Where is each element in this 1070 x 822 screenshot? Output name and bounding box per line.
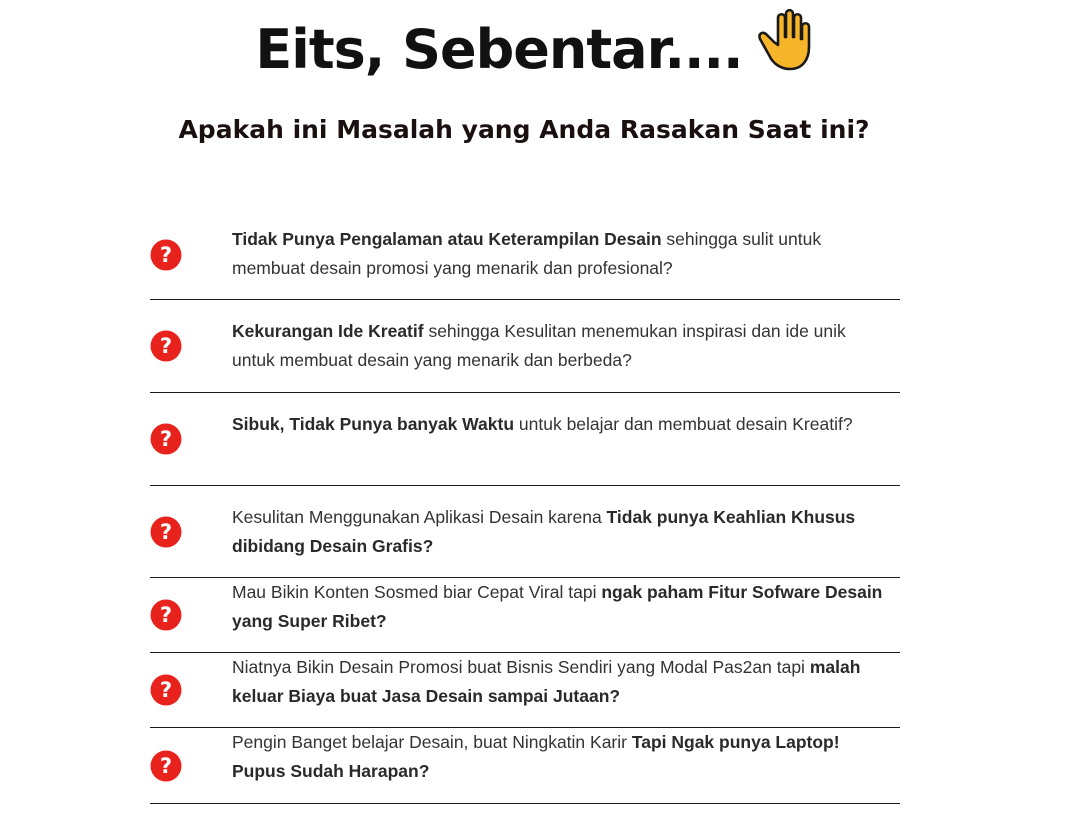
problem-normal: untuk belajar dan membuat desain Kreatif? — [514, 414, 853, 434]
question-icon — [150, 330, 182, 362]
problem-bold: malah keluar Biaya buat Jasa Desain sampai Jutaan? — [232, 657, 861, 706]
list-item — [150, 728, 900, 804]
problem-bold: Kekurangan Ide Kreatif — [232, 321, 424, 341]
problem-text — [232, 578, 890, 636]
problem-bold: Tidak punya Keahlian Khusus dibidang Desain Grafis? — [232, 507, 856, 556]
question-icon — [150, 239, 182, 271]
question-icon — [150, 750, 182, 782]
question-icon — [150, 674, 182, 706]
problem-list — [150, 210, 900, 804]
problem-normal: sehingga sulit untuk membuat desain promosi yang menarik dan profesional? — [232, 229, 822, 278]
list-item — [150, 210, 900, 300]
problem-text — [232, 317, 890, 375]
problem-text — [232, 653, 890, 711]
problem-normal: Niatnya Bikin Desain Promosi buat Bisnis Sendiri yang Modal Pas2an tapi — [232, 657, 810, 677]
list-item — [150, 578, 900, 653]
page-title — [0, 14, 1070, 89]
svg-text:?: ? — [159, 334, 173, 358]
problem-bold: ngak paham Fitur Sofware Desain yang Super Ribet? — [232, 582, 883, 631]
svg-text:?: ? — [159, 678, 173, 702]
problem-text — [232, 225, 890, 283]
svg-text:?: ? — [159, 242, 173, 267]
problem-normal: sehingga Kesulitan menemukan inspirasi dan ide unik untuk membuat desain yang menarik dan berbeda? — [232, 321, 846, 370]
problem-text — [232, 410, 890, 439]
problem-text — [232, 728, 890, 786]
list-item — [150, 653, 900, 728]
question-icon — [150, 599, 182, 631]
problem-normal: Pengin Banget belajar Desain, buat Ningkatin Karir — [232, 732, 632, 752]
list-item — [150, 300, 900, 393]
question-icon — [150, 423, 182, 455]
svg-text:?: ? — [159, 519, 173, 544]
svg-text:?: ? — [159, 603, 173, 627]
problem-bold: Tapi Ngak punya Laptop! Pupus Sudah Harapan? — [232, 732, 840, 781]
problem-bold: Sibuk, Tidak Punya banyak Waktu — [232, 414, 515, 434]
list-item — [150, 393, 900, 486]
question-icon — [150, 516, 182, 548]
svg-text:?: ? — [159, 753, 173, 778]
problem-normal: Kesulitan Menggunakan Aplikasi Desain karena — [232, 507, 607, 527]
problem-bold: Tidak Punya Pengalaman atau Keterampilan Desain — [232, 229, 662, 249]
raised-hand-icon — [757, 9, 815, 89]
svg-text:?: ? — [159, 427, 173, 451]
page-title-text: Eits, Sebentar.... — [255, 18, 743, 81]
list-item — [150, 486, 900, 578]
page-subtitle: Apakah ini Masalah yang Anda Rasakan Saat ini? — [178, 115, 870, 144]
problem-text — [232, 503, 890, 561]
problem-normal: Mau Bikin Konten Sosmed biar Cepat Viral tapi — [232, 582, 602, 602]
